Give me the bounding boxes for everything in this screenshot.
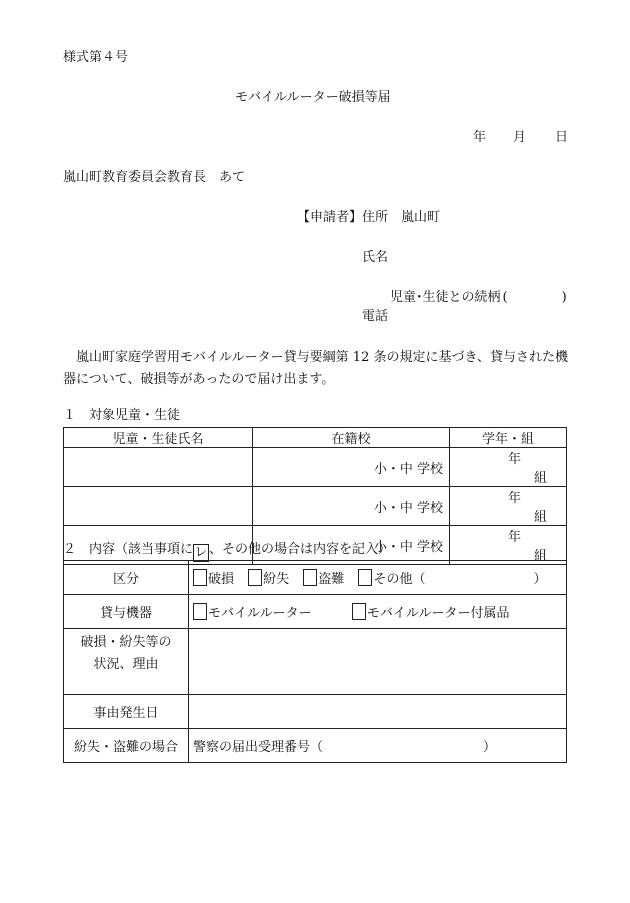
theft-label: 盗難: [318, 572, 345, 587]
student-name-cell[interactable]: [64, 487, 253, 526]
section2-heading-after: 、その他の場合は内容を記入）: [209, 542, 392, 557]
table-header-row: [64, 428, 567, 448]
police-text: 警察の届出受理番号（: [193, 740, 324, 755]
grade-class-cell: [450, 526, 567, 565]
page-title: モバイルルーター破損等届: [235, 90, 391, 105]
date-day-label: 日: [555, 130, 569, 145]
other-close: ）: [533, 572, 547, 587]
school-text: 小・中 学校: [373, 461, 443, 477]
school-cell: [253, 448, 450, 487]
form-number: 様式第４号: [63, 50, 129, 65]
school-text: 小・中 学校: [373, 539, 443, 555]
address-label: 住所: [362, 210, 389, 225]
student-name-cell[interactable]: [64, 448, 253, 487]
applicant-relation-line: [390, 290, 567, 306]
accessory-checkbox[interactable]: [352, 603, 366, 620]
school-text: 小・中 学校: [373, 500, 443, 516]
header-student-name: 児童・生徒氏名: [64, 428, 253, 448]
class-text: 組: [534, 471, 548, 486]
situation-label-line2: 状況、理由: [93, 657, 159, 672]
police-field[interactable]: [189, 729, 567, 763]
lost-label: 紛失: [263, 572, 290, 587]
addressee: 嵐山町教育委員会教育長 あて: [63, 170, 246, 185]
header-grade-class: 学年・組: [450, 428, 567, 448]
category-row: [64, 561, 567, 595]
header-school: 在籍校: [253, 428, 450, 448]
situation-row: [64, 629, 567, 695]
other-label: その他: [373, 572, 413, 587]
relation-label: 児童･生徒との続柄: [390, 290, 501, 305]
router-checkbox[interactable]: [193, 603, 207, 620]
situation-field[interactable]: [189, 629, 567, 695]
applicant-phone-label: 電話: [362, 309, 389, 324]
year-text: 年: [508, 530, 522, 545]
police-row: [64, 729, 567, 763]
check-mark-example: レ: [194, 545, 208, 560]
theft-checkbox[interactable]: [303, 569, 317, 586]
police-close: ）: [483, 740, 497, 755]
category-label: 区分: [64, 561, 189, 595]
section1-heading: １ 対象児童・生徒: [63, 408, 181, 423]
damage-label: 破損: [208, 572, 235, 587]
relation-close: ): [561, 290, 567, 305]
other-open: （: [412, 572, 426, 587]
table-row: [64, 487, 567, 526]
occurrence-date-field[interactable]: [189, 695, 567, 729]
class-text: 組: [534, 549, 548, 564]
router-label: モバイルルーター: [208, 606, 312, 621]
category-options: [189, 561, 567, 595]
grade-class-cell: [450, 487, 567, 526]
grade-class-cell: [450, 448, 567, 487]
year-text: 年: [508, 491, 522, 506]
table-row: [64, 448, 567, 487]
applicant-name-label: 氏名: [362, 250, 389, 265]
school-cell: [253, 487, 450, 526]
details-table: [63, 560, 567, 763]
other-checkbox[interactable]: [358, 569, 372, 586]
applicant-label: 【申請者】: [297, 210, 363, 225]
applicant-address-line: [297, 210, 440, 226]
damage-checkbox[interactable]: [193, 569, 207, 586]
device-row: [64, 595, 567, 629]
relation-open: (: [502, 290, 508, 305]
accessory-label: モバイルルーター付属品: [366, 606, 510, 621]
date-month-label: 月: [513, 130, 527, 145]
body-text: 嵐山町家庭学習用モバイルルーター貸与要綱第 12 条の規定に基づき、貸与された機器について、破損等があったので届け出ます。: [63, 350, 568, 387]
date-year-label: 年: [473, 130, 487, 145]
situation-label: [64, 629, 189, 695]
situation-label-line1: 破損・紛失等の: [80, 635, 172, 650]
date-row: [64, 695, 567, 729]
police-label: 紛失・盗難の場合: [64, 729, 189, 763]
address-value: 嵐山町: [401, 210, 441, 225]
class-text: 組: [534, 510, 548, 525]
lost-checkbox[interactable]: [248, 569, 262, 586]
occurrence-date-label: 事由発生日: [64, 695, 189, 729]
device-options: [189, 595, 567, 629]
section2-heading: [63, 542, 391, 562]
section2-heading-before: ２ 内容（該当事項に: [63, 542, 194, 557]
device-label: 貸与機器: [64, 595, 189, 629]
year-text: 年: [508, 452, 522, 467]
